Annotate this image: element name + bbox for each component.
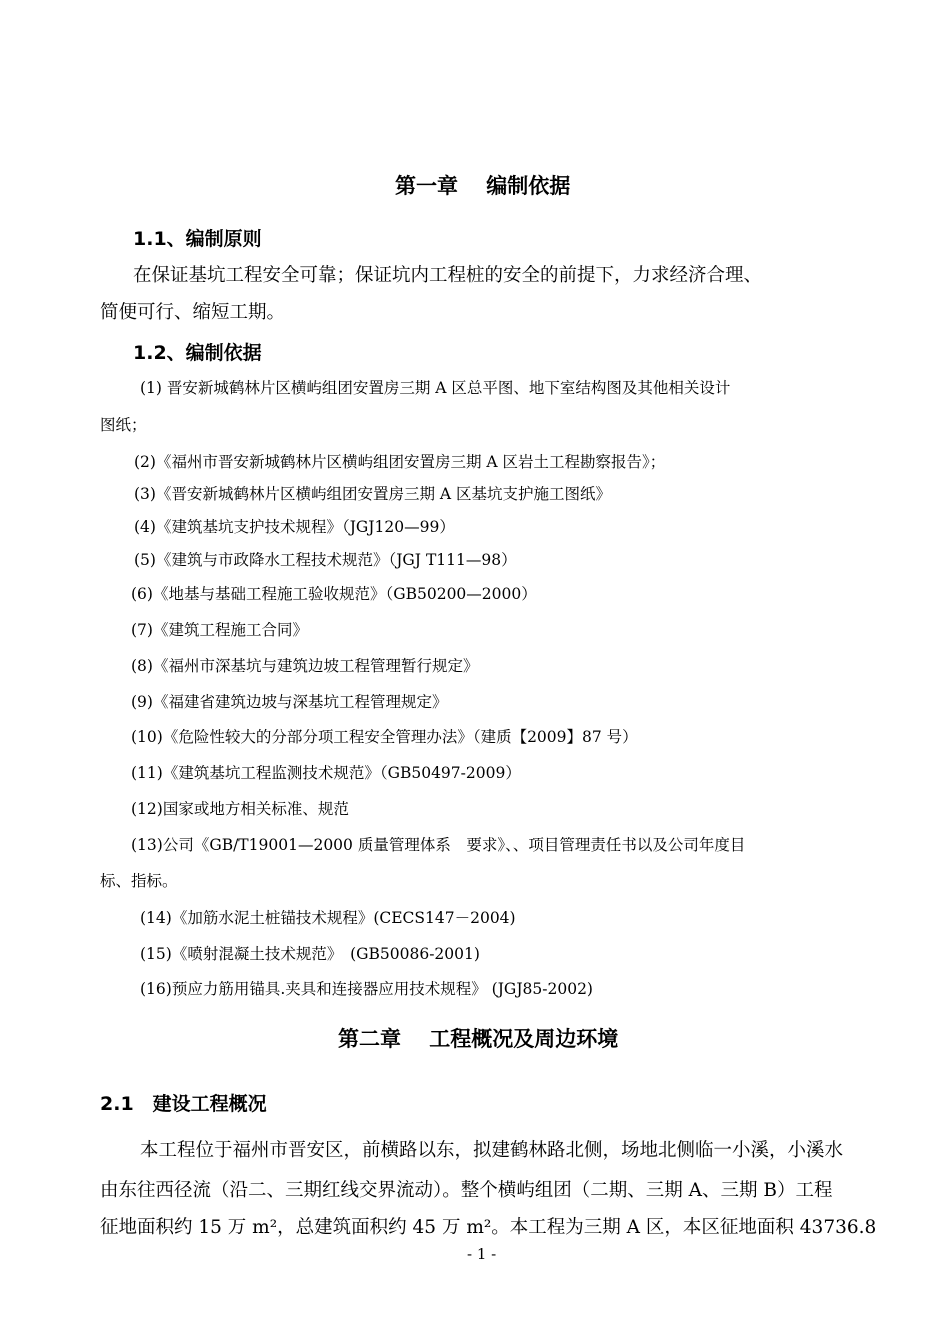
section-1-1-heading: 1.1、编制原则 (133, 228, 262, 250)
ref-item-3: (3)《晋安新城鹤林片区横屿组团安置房三期 A 区基坑支护施工图纸》 (134, 485, 612, 503)
ref-item-11: (11)《建筑基坑工程监测技术规范》（GB50497-2009） (131, 764, 521, 782)
ref-item-2: (2)《福州市晋安新城鹤林片区横屿组团安置房三期 A 区岩土工程勘察报告》； (134, 453, 666, 471)
overview-line-3: 征地面积约 15 万 m²，总建筑面积约 45 万 m²。本工程为三期 A 区，本区征地面积 43736.8 (100, 1217, 877, 1238)
ref-item-14: (14)《加筋水泥土桩锚技术规程》(CECS147－2004) (140, 909, 516, 927)
ref-item-7: (7)《建筑工程施工合同》 (131, 621, 308, 639)
ref-item-1-cont: 图纸； (100, 416, 147, 434)
ref-item-9: (9)《福建省建筑边坡与深基坑工程管理规定》 (131, 693, 448, 711)
overview-line-2: 由东往西径流（沿二、三期红线交界流动）。整个横屿组团（二期、三期 A、三期 B）工程 (100, 1180, 833, 1201)
ref-item-15: (15)《喷射混凝土技术规范》 (GB50086-2001) (140, 945, 480, 963)
ref-item-4: (4)《建筑基坑支护技术规程》（JGJ120—99） (134, 518, 455, 536)
chapter-1-title: 第一章 编制依据 (395, 174, 571, 198)
ref-item-6: (6)《地基与基础工程施工验收规范》（GB50200—2000） (131, 585, 537, 603)
section-2-1-heading: 2.1 建设工程概况 (100, 1093, 267, 1115)
ref-item-5: (5)《建筑与市政降水工程技术规范》（JGJ T111—98） (134, 551, 517, 569)
section-1-1-line-1: 在保证基坑工程安全可靠；保证坑内工程桩的安全的前提下，力求经济合理、 (133, 265, 763, 286)
ref-item-13: (13)公司《GB/T19001—2000 质量管理体系 要求》、、项目管理责任书以及公司年度目 (131, 836, 746, 854)
section-1-2-heading: 1.2、编制依据 (133, 342, 262, 364)
page-number: - 1 - (467, 1245, 497, 1263)
ref-item-10: (10)《危险性较大的分部分项工程安全管理办法》（建质【2009】87 号） (131, 728, 638, 746)
ref-item-16: (16)预应力筋用锚具.夹具和连接器应用技术规程》 (JGJ85-2002) (140, 980, 593, 998)
section-1-1-line-2: 简便可行、缩短工期。 (100, 302, 286, 323)
chapter-2-title: 第二章 工程概况及周边环境 (338, 1027, 619, 1051)
ref-item-8: (8)《福州市深基坑与建筑边坡工程管理暂行规定》 (131, 657, 479, 675)
ref-item-1: (1) 晋安新城鹤林片区横屿组团安置房三期 A 区总平图、地下室结构图及其他相关设计 (140, 379, 731, 397)
ref-item-12: (12)国家或地方相关标准、规范 (131, 800, 349, 818)
overview-line-1: 本工程位于福州市晋安区，前横路以东，拟建鹤林路北侧，场地北侧临一小溪，小溪水 (140, 1140, 844, 1161)
ref-item-13-cont: 标、指标。 (100, 872, 178, 890)
